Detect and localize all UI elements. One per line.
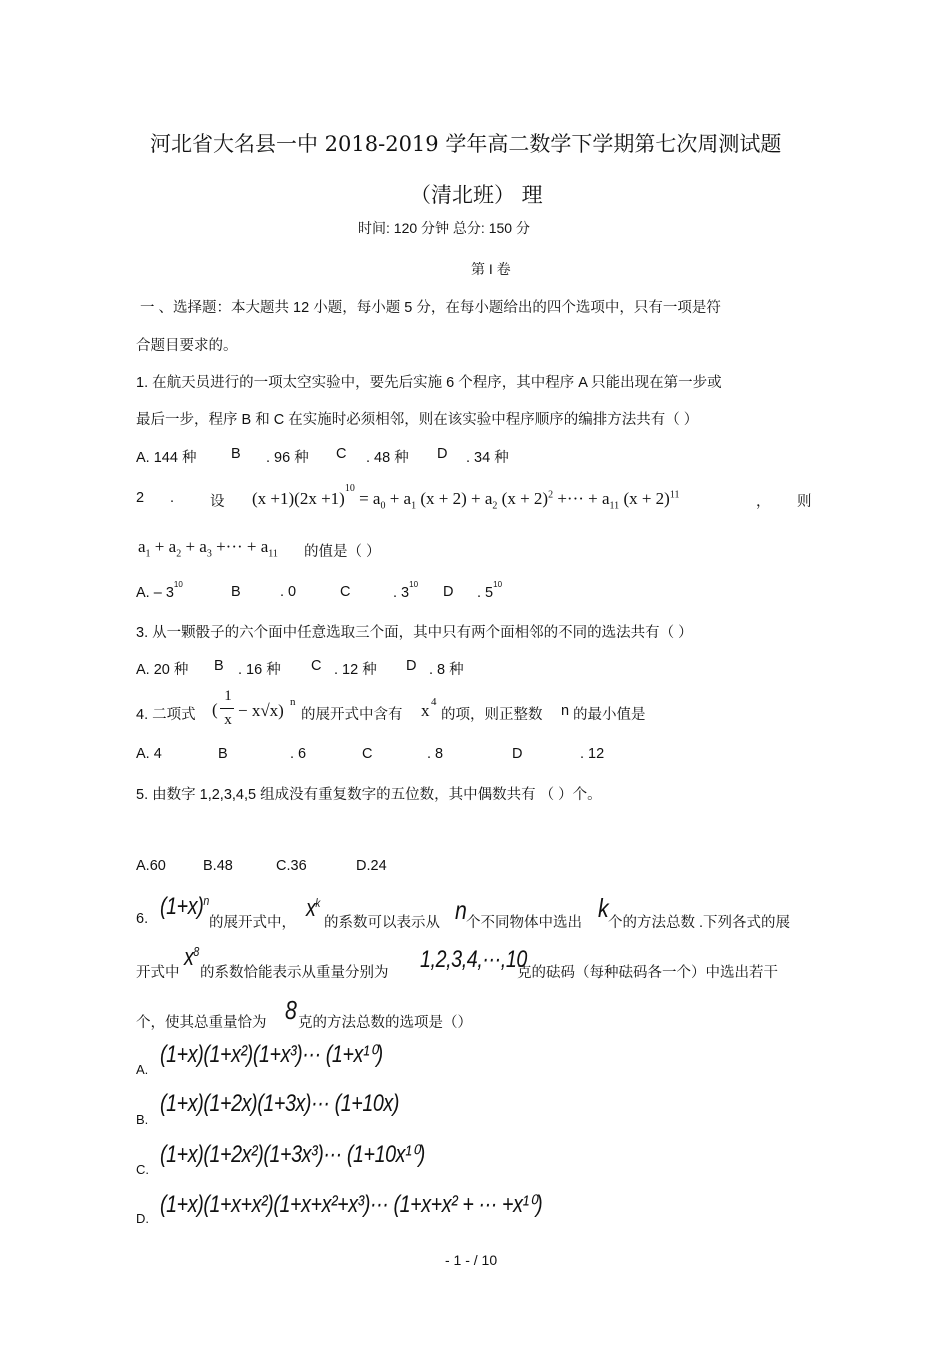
question-6-number: 6. (136, 911, 149, 927)
question-6-t3: 个不同物体中选出 (466, 915, 582, 931)
option-c-label: C (362, 746, 373, 762)
option-d-label: D (443, 584, 454, 600)
question-2-ze: 则 (797, 494, 812, 510)
document-subtitle: （清北班） 理 (410, 183, 543, 207)
question-6-l3a: 个，使其总重量恰为 (136, 1015, 267, 1031)
expr-x2: (x + 2) (501, 489, 549, 508)
expr-lhs: (x +1)(2x +1) (252, 489, 345, 508)
option-b: . 6 (290, 746, 307, 762)
question-2-sum (138, 537, 278, 559)
sub-0: 0 (380, 500, 386, 512)
expr-a11: +··· + a (557, 489, 610, 508)
exp-n: n (290, 696, 296, 708)
question-6-k: k (598, 893, 609, 923)
exp-2: 2 (548, 489, 554, 501)
sum-a3: + a (185, 537, 207, 556)
question-2-tail: 的值是（ ） (304, 544, 381, 560)
sub-2: 2 (492, 500, 498, 512)
expr-x2-11: (x + 2) (623, 489, 670, 508)
option-b-label: B (231, 446, 241, 462)
q6-option-b-expr: (1+x)(1+2x)(1+3x)··· (1+10x) (160, 1090, 399, 1117)
question-4-options (0, 746, 950, 766)
option-d: . 12 (580, 746, 605, 762)
volume-label: 第 I 卷 (471, 261, 511, 277)
question-4-tail1: 的展开式中含有 (301, 707, 403, 723)
sum-a2: + a (154, 537, 177, 556)
question-6-t2: 的系数可以表示从 (324, 915, 440, 931)
option-b: . 0 (280, 584, 297, 600)
question-2-she: 设 (210, 494, 225, 510)
question-2-options (0, 580, 950, 604)
option-a-text: A. – 3 (136, 584, 174, 601)
page-number: - 1 - / 10 (445, 1252, 498, 1268)
question-6-t1: 的展开式中， (209, 915, 296, 931)
sub-2b: 2 (176, 548, 182, 560)
expr-a2: (x + 2) + a (420, 489, 493, 508)
question-5-options (0, 858, 950, 878)
question-4-n: n (561, 703, 570, 719)
fraction-denominator: x (224, 712, 232, 728)
option-a: A. 144 种 (136, 450, 197, 466)
question-4-middle: − x√x) (238, 701, 284, 720)
question-6-eight: 8 (285, 995, 297, 1025)
x8-exp: 8 (193, 944, 199, 959)
option-d-text: . 5 (477, 584, 494, 601)
question-2-dot: . (170, 490, 175, 506)
exp-11: 11 (669, 489, 680, 501)
exp-10: 10 (344, 483, 355, 495)
question-6-binomial (160, 893, 209, 921)
binomial-exp: n (203, 893, 209, 908)
sub-1: 1 (411, 500, 417, 512)
question-2-comma: ， (756, 494, 771, 510)
option-d: D.24 (356, 858, 387, 874)
question-4-x: x (421, 701, 430, 720)
option-a: A. 4 (136, 746, 162, 762)
sub-1b: 1 (145, 548, 151, 560)
binomial-expr: (1+x) (160, 893, 204, 920)
question-4-prefix: 4. 二项式 (136, 707, 196, 723)
q6-option-c-expr: (1+x)(1+2x²)(1+3x³)··· (1+10x¹⁰) (160, 1141, 425, 1168)
question-6-l3b: 克的方法总数的选项是（） (298, 1015, 472, 1031)
option-c-exp: 10 (409, 580, 419, 589)
option-a: A.60 (136, 858, 166, 874)
sum-a11: +··· + a (216, 537, 269, 556)
q6-option-d-label: D. (136, 1211, 149, 1226)
sub-11: 11 (609, 500, 620, 512)
option-b-label: B (218, 746, 228, 762)
option-d: . 8 种 (429, 662, 464, 678)
question-6-l2a: 开式中 (136, 965, 180, 981)
question-6-l2c: 克的砝码（每种砝码各一个）中选出若干 (517, 965, 778, 981)
option-c-label: C (336, 446, 347, 462)
question-6-t4: 个的方法总数 .下列各式的展 (608, 915, 791, 931)
option-a (136, 580, 183, 601)
q6-option-a-expr: (1+x)(1+x²)(1+x³)··· (1+x¹⁰) (160, 1041, 383, 1068)
question-2-number: 2 (136, 490, 145, 506)
time-info: 时间: 120 分钟 总分: 150 分 (358, 220, 530, 236)
option-d-label: D (512, 746, 523, 762)
option-b: . 96 种 (266, 450, 309, 466)
option-b: B.48 (203, 858, 233, 874)
fraction-numerator: 1 (224, 688, 232, 704)
question-3-line1: 3. 从一颗骰子的六个面中任意选取三个面，其中只有两个面相邻的不同的选法共有（ ） (136, 625, 693, 641)
option-d: . 34 种 (466, 450, 509, 466)
question-4-open-paren: ( (212, 700, 218, 719)
sub-3: 3 (206, 548, 212, 560)
question-6-x8 (184, 944, 199, 972)
option-d-label: D (406, 658, 417, 674)
question-4-tail3: 的最小值是 (573, 707, 646, 723)
section-heading-cont: 合题目要求的。 (136, 338, 238, 354)
option-c-text: . 3 (393, 584, 410, 601)
question-6-xk (306, 895, 320, 923)
document-title: 河北省大名县一中 2018-2019 学年高二数学下学期第七次周测试题 (150, 132, 782, 156)
question-6-weights: 1,2,3,4,···,10 (420, 946, 527, 973)
option-b-label: B (214, 658, 224, 674)
option-c-label: C (311, 658, 322, 674)
question-4-tail2: 的项，则正整数 (441, 707, 543, 723)
option-c: . 48 种 (366, 450, 409, 466)
option-d-label: D (437, 446, 448, 462)
option-c: . 8 (427, 746, 444, 762)
option-a: A. 20 种 (136, 662, 189, 678)
option-c: C.36 (276, 858, 307, 874)
expr-a0: = a (359, 489, 381, 508)
option-d (477, 580, 503, 601)
question-6-n: n (455, 895, 467, 925)
fraction-bar (220, 708, 234, 709)
question-6-l2b: 的系数恰能表示从重量分别为 (200, 965, 389, 981)
exp-4: 4 (431, 696, 437, 708)
sub-11b: 11 (268, 548, 278, 560)
option-a-exp: 10 (173, 580, 183, 589)
option-b-label: B (231, 584, 241, 600)
question-2-expression (252, 483, 680, 512)
option-c-label: C (340, 584, 351, 600)
question-5-line1: 5. 由数字 1,2,3,4,5 组成没有重复数字的五位数，其中偶数共有 （ ）个。 (136, 787, 602, 803)
option-c: . 12 种 (334, 662, 377, 678)
section-heading: 一 、选择题：本大题共 12 小题，每小题 5 分，在每小题给出的四个选项中，只有一项是符 (140, 300, 721, 316)
option-b: . 16 种 (238, 662, 281, 678)
q6-option-c-label: C. (136, 1162, 149, 1177)
q6-option-d-expr: (1+x)(1+x+x²)(1+x+x²+x³)··· (1+x+x² + ··· +x¹⁰) (160, 1191, 543, 1218)
q6-option-b-label: B. (136, 1112, 149, 1127)
question-1-line2: 最后一步，程序 B 和 C 在实施时必须相邻，则在该实验中程序顺序的编排方法共有（ ） (136, 412, 699, 428)
xk-exp: k (315, 896, 320, 910)
option-d-exp: 10 (493, 580, 503, 589)
option-c (393, 580, 419, 601)
q6-option-a-label: A. (136, 1062, 149, 1077)
question-1-line1: 1. 在航天员进行的一项太空实验中，要先后实施 6 个程序，其中程序 A 只能出现在第一步或 (136, 375, 722, 391)
expr-a1: + a (389, 489, 412, 508)
sum-a1: a (138, 537, 146, 556)
question-1-options (0, 446, 950, 466)
question-3-options (0, 658, 950, 678)
x8-base: x (184, 944, 194, 971)
xk-base: x (306, 895, 316, 922)
